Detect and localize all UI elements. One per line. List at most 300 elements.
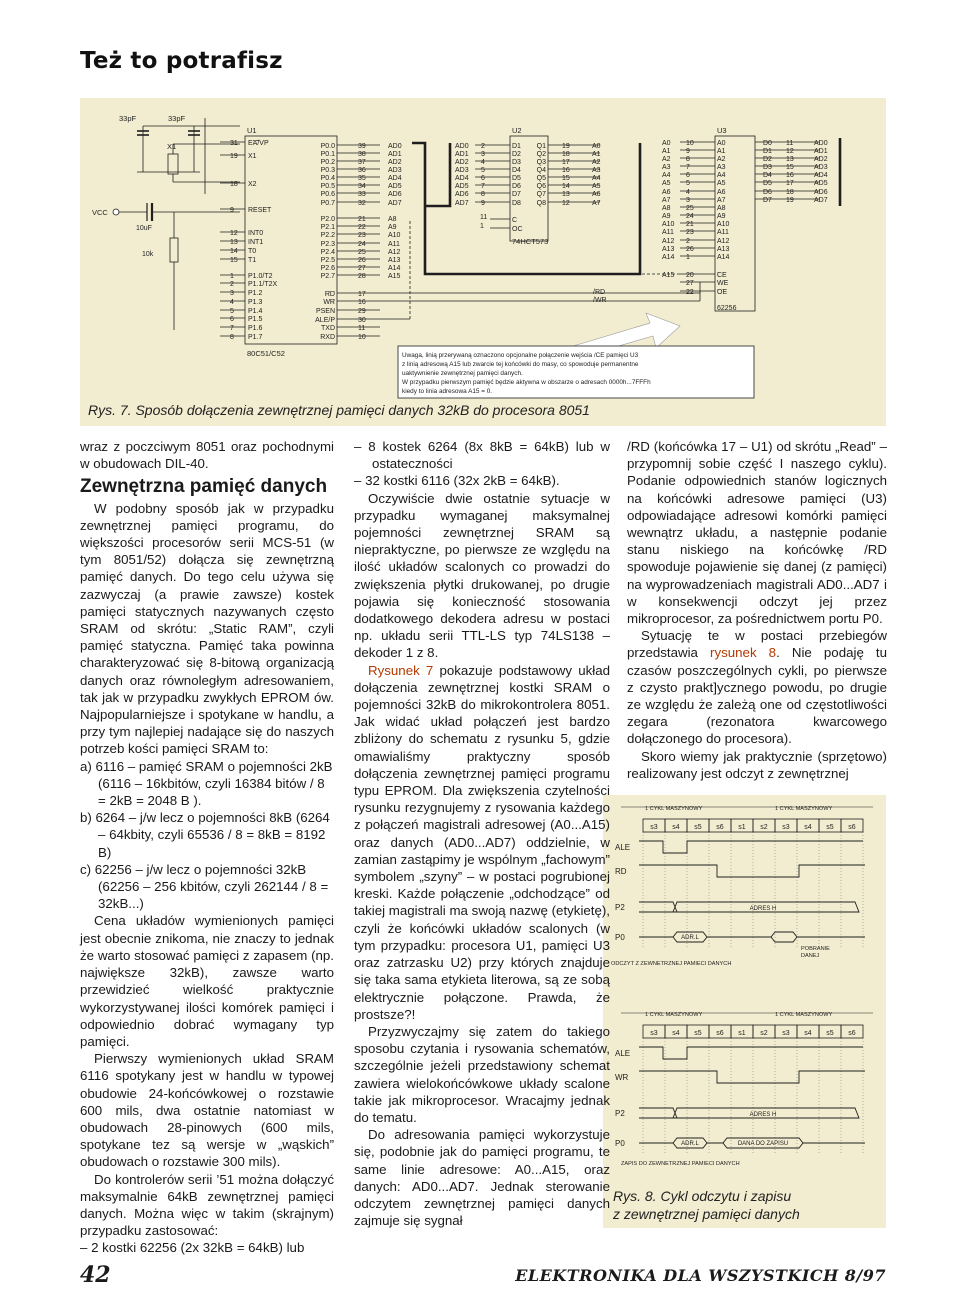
pin-name: P0.1	[320, 151, 335, 158]
bus-label: AD6	[455, 191, 469, 198]
bus-label: A13	[388, 257, 401, 264]
pin-name: D2	[763, 156, 772, 163]
state-label: s1	[738, 824, 746, 831]
note-line: kiedy to linia adresowa A15 = 0.	[402, 388, 493, 395]
signal-label: /WR	[593, 297, 607, 304]
bus-label: AD4	[388, 175, 402, 182]
chip-part: 80C51/C52	[247, 349, 285, 358]
pin-number: 14	[562, 183, 570, 190]
pin-name: D3	[512, 159, 521, 166]
rd-waveform	[639, 1071, 865, 1083]
p0-label: DANEJ	[801, 953, 820, 959]
signal-name: P2	[615, 1109, 625, 1118]
bus-label: A10	[662, 221, 675, 228]
state-label: s3	[782, 824, 790, 831]
paragraph: Pierwszy wymienionych układ SRAM 6116 spotykany jest w handlu w typowej obudowie 24-końcówkowej o rozstawie 600 mils, dwa ostatnie natomiast w obudowach 28-pinowych (600 mils, spotykane tez są wersje w „wąskich” obudowach o rozstawie 300 mils).	[80, 1051, 334, 1170]
p0-label: POBRANIE	[801, 946, 830, 952]
state-label: s5	[694, 824, 702, 831]
pin-name: P1.4	[248, 308, 263, 315]
page-number: 42	[80, 1262, 111, 1288]
diagram-caption: ZAPIS DO ZEWNETRZNEJ PAMIECI DANYCH	[621, 1161, 740, 1167]
pin-number: 16	[562, 167, 570, 174]
pin-name: A2	[717, 156, 726, 163]
pin-number: 37	[358, 159, 366, 166]
pin-name: D6	[512, 183, 521, 190]
pin-name: P2.7	[320, 273, 335, 280]
pin-number: 34	[358, 183, 366, 190]
state-label: s3	[782, 1030, 790, 1037]
pin-number: 23	[358, 232, 366, 239]
pin-number: 10	[686, 140, 694, 147]
pin-number: 32	[358, 200, 366, 207]
pin-number: 17	[786, 180, 794, 187]
pin-number: 19	[562, 143, 570, 150]
vcc-terminal	[113, 209, 119, 215]
bus-label: A5	[592, 183, 601, 190]
bus-label: A8	[662, 205, 671, 212]
pin-name: A4	[717, 172, 726, 179]
paragraph: Przyzwyczajmy się zatem do takiego sposobu czytania i rysowania schematów, szczególnie jeżeli przedstawiony schemat zawiera wielokońcówkowe układy scalone takie jak mikroprocesor. Wracajmy jednak do tematu.	[354, 1023, 610, 1125]
pin-name: D0	[763, 140, 772, 147]
state-label: s6	[716, 1030, 724, 1037]
bus-label: A13	[662, 246, 675, 253]
pin-number: 4	[230, 299, 234, 306]
pin-name: P2.5	[320, 257, 335, 264]
paragraph-text: pokazuje podstawowy układ dołączenia zewnętrznej kostki SRAM o pojemności 32kB do mikrokontrolera 8051. Jak widać układ połączeń jest bardzo zbliżony do schematu z rysunku 5, gdzie omawialiśmy praktyczny sposób dołączenia zewnętrznej pamięci programu typu EPROM. Dla zwiększenia czytelności rysunku rezygnujemy z rysowania każdego z połączeń magistrali adresowej (A0...A15) oraz danych (AD0...AD7) oddzielnie, w zamian zastąpimy je wspólnym „fachowym” symbolem „szyny” – w postaci pogrubionej kreski. Każde połączenie „odchodzące” od takiej magistrali ma swoją nazwę (etykietę), czyli że końcówki układów scalonych (w tym przypadku: procesora U1, pamięci U3 oraz zatrzasku U2) przy których znajduje się taka sama etykieta literowa, są ze sobą elektrycznie połączone. Prawda, że prostsze?!	[354, 662, 610, 1022]
section-heading: Zewnętrzna pamięć danych	[80, 476, 328, 498]
bus-label: A8	[388, 216, 397, 223]
bus-label: A7	[592, 200, 601, 207]
bus-label: A12	[662, 238, 675, 245]
note-line: z linią adresową A15 lub zwarcie tej końcówki do masy, co spowoduje permanentne	[402, 361, 639, 368]
bus-label: A1	[592, 151, 601, 158]
pin-name: D7	[512, 191, 521, 198]
pin-name: P1.6	[248, 325, 263, 332]
pin-name: A14	[717, 254, 730, 261]
bus-label: A7	[662, 197, 671, 204]
pin-number: 15	[230, 257, 238, 264]
list-item: a) 6116 – pamięć SRAM o pojemności 2kB (6116 – 16kbitów, czyli 16384 bitów / 8 = 2kB = 2048 B ).	[80, 758, 333, 809]
pin-number: 36	[358, 167, 366, 174]
pin-name: P2.3	[320, 241, 335, 248]
pin-number: 23	[686, 229, 694, 236]
state-label: s5	[694, 1030, 702, 1037]
pin-name: A5	[717, 180, 726, 187]
pin-number: 35	[358, 175, 366, 182]
p2-label: ADRES H	[749, 1112, 777, 1118]
bus-label: AD3	[388, 167, 402, 174]
pin-number: 11	[358, 325, 366, 332]
bus-label: AD5	[455, 183, 469, 190]
pin-number: 29	[358, 308, 366, 315]
bus-label: A12	[388, 249, 401, 256]
pin-name: P0.7	[320, 200, 335, 207]
pin-number: 18	[230, 181, 238, 188]
pin-number: 33	[358, 191, 366, 198]
signal-label: /RD	[593, 289, 606, 296]
bus-label: AD0	[455, 143, 469, 150]
pin-number: 4	[686, 189, 690, 196]
signal-name: ALE	[615, 843, 631, 852]
list-item: – 2 kostki 62256 (2x 32kB = 64kB) lub	[80, 1240, 305, 1256]
bus-label: A4	[592, 175, 601, 182]
figure-7-caption: Rys. 7. Sposób dołączenia zewnętrznej pamięci danych 32kB do procesora 8051	[88, 402, 590, 418]
note-line: Uwaga, linią przerywaną oznaczono opcjonalne połączenie wejścia /CE pamięci U3	[402, 352, 639, 359]
pin-name: INT1	[248, 239, 264, 246]
pin-name: T0	[248, 248, 257, 255]
bus-label: A11	[662, 229, 674, 236]
pin-name: C	[512, 217, 518, 224]
timing-svg	[603, 795, 886, 1228]
pin-name: D5	[512, 175, 521, 182]
paragraph: Oczywiście dwie ostatnie sytuacje w przypadku wymaganej maksymalnej pojemności zewnętrznej SRAM są niepraktyczne, po pierwsze ze względu na ilość układów scalonych co prowadzi do zwiększenia płytki drukowanej, po drugie pojawia się konieczność stosowania dodatkowego dekodera adresu w postaci np. układu serii TTL-LS typ 74LS138 – dekoder 1 z 8.	[354, 490, 610, 661]
pin-name: Q1	[536, 143, 546, 150]
pin-number: 15	[786, 164, 794, 171]
pin-number: 26	[686, 246, 694, 253]
schematic-svg	[80, 98, 886, 426]
bus-label: AD4	[455, 175, 469, 182]
pin-number: 2	[481, 143, 485, 150]
bus-label: AD5	[814, 180, 828, 187]
pin-name: D4	[763, 172, 772, 179]
bus-label: AD0	[388, 143, 402, 150]
paragraph-text: . Nie podaję tu czasów poszczególnych cykli, po pierwsze z czysto prakt]ycznego powodu, po drugie ze względu że zależą one od częstotliwości zegara (rezonatora kwarcowego dołączonego do procesora).	[627, 645, 888, 747]
pin-name: T1	[248, 257, 257, 264]
pin-number: 21	[358, 216, 366, 223]
pin-number: 8	[481, 191, 485, 198]
state-label: s6	[848, 1030, 856, 1037]
magazine-title: ELEKTRONIKA DLA WSZYSTKICH 8/97	[515, 1266, 886, 1285]
pin-number: 19	[230, 153, 238, 160]
pin-name: P1.2	[248, 290, 263, 297]
bus-label: A9	[388, 224, 397, 231]
pin-name: A11	[717, 229, 729, 236]
bus-label: AD3	[814, 164, 828, 171]
bus-label: A3	[662, 164, 671, 171]
pin-name: A9	[717, 213, 726, 220]
pin-name: RESET	[248, 207, 272, 214]
paragraph-text: Sytuację te w postaci przebiegów przedstawia	[627, 628, 887, 661]
state-label: s4	[804, 1030, 812, 1037]
pin-number: 39	[358, 143, 366, 150]
pin-number: 13	[562, 191, 570, 198]
pin-name: A13	[717, 246, 730, 253]
pin-number: 6	[230, 316, 234, 323]
signal-name: WR	[615, 1073, 629, 1082]
pin-number: 25	[358, 249, 366, 256]
bus-label: AD3	[455, 167, 469, 174]
pin-name: Q6	[536, 183, 546, 190]
pin-number: 4	[481, 159, 485, 166]
crystal-label: X1	[167, 142, 177, 151]
pin-name: D4	[512, 167, 521, 174]
pin-name: D6	[763, 189, 772, 196]
crystal-x1	[168, 154, 178, 174]
pin-name: Q3	[536, 159, 546, 166]
pin-name: D2	[512, 151, 521, 158]
state-label: s4	[672, 824, 680, 831]
signal-name: ALE	[615, 1049, 631, 1058]
pin-number: 18	[786, 189, 794, 196]
pin-name: A8	[717, 205, 726, 212]
bus-label: A1	[662, 148, 671, 155]
p0-label: ADR.L	[681, 1141, 699, 1147]
pin-number: 6	[686, 172, 690, 179]
pin-name: P0.2	[320, 159, 335, 166]
bus-label: A5	[662, 180, 671, 187]
pin-name: RXD	[320, 334, 335, 341]
state-label: s4	[672, 1030, 680, 1037]
pin-number: 22	[686, 289, 694, 296]
pin-name: A1	[717, 148, 726, 155]
pin-number: 3	[230, 290, 234, 297]
pin-name: Q8	[536, 200, 546, 207]
cycle-label: 1 CYKL MASZYNOWY	[775, 806, 833, 812]
pin-number: 12	[786, 148, 794, 155]
pin-name: CE	[717, 272, 727, 279]
pin-number: 1	[230, 273, 234, 280]
pin-name: P1.5	[248, 316, 263, 323]
capacitor-label: 33pF	[168, 114, 186, 123]
figure-reference[interactable]: Rysunek 7	[368, 662, 434, 678]
pin-number: 38	[358, 151, 366, 158]
bus-label: AD4	[814, 172, 828, 179]
bus-label: AD1	[814, 148, 828, 155]
cycle-label: 1 CYKL MASZYNOWY	[775, 1012, 833, 1018]
pin-name: P0.6	[320, 191, 335, 198]
chip-part: 74HCT573	[512, 237, 549, 246]
pin-number: 24	[358, 241, 366, 248]
pin-number: 3	[686, 197, 690, 204]
cycle-label: 1 CYKL MASZYNOWY	[645, 806, 703, 812]
pin-name: Q4	[536, 167, 546, 174]
paragraph: wraz z poczciwym 8051 oraz pochodnymi w obudowach DIL-40.	[80, 439, 334, 472]
figure-7-schematic	[80, 98, 886, 426]
pin-number: 12	[230, 230, 238, 237]
p0-label: DANA DO ZAPISU	[737, 1141, 789, 1147]
bus-label: AD7	[455, 200, 469, 207]
paragraph: Do adresowania pamięci wykorzystuje się, podobnie jak do pamięci programu, te same linie adresowe: A0...A15, oraz danych: AD0...AD7. Jednak sterowanie odczytem zewnętrznej pamięci danych zajmuje się sygnał	[354, 1127, 610, 1229]
diagram-caption: ODCZYT Z ZEWNETRZNEJ PAMIECI DANYCH	[611, 961, 732, 967]
bus-label: A11	[388, 241, 400, 248]
pin-number: 7	[686, 164, 690, 171]
rd-waveform	[639, 865, 865, 877]
pin-name: D3	[763, 164, 772, 171]
paragraph: /RD (końcówka 17 – U1) od skrótu „Read” – przypomnij sobie część I naszego cyklu). Podanie odpowiednich stanów logicznych na końcówki adresowe pamięci (U3) odpowiadające adresowi komórki pamięci wewnątrz układu, a następnie podanie stanu niskiego na końcówkę /RD spowoduje pojawienie się danej (z pamięci) na wyprowadzeniach magistrali AD0...AD7 i w konsekwencji odczyt jej przez mikroprocesor, za pośrednictwem portu P0.	[627, 439, 887, 627]
bus-label: A2	[592, 159, 601, 166]
bus-label: AD6	[388, 191, 402, 198]
capacitor-label: 10uF	[136, 225, 152, 232]
pin-number: 31	[230, 140, 238, 147]
pin-number: 16	[786, 172, 794, 179]
pin-name: Q5	[536, 175, 546, 182]
vcc-label: VCC	[92, 208, 108, 217]
pin-number: 11	[480, 214, 488, 221]
pin-number: 27	[358, 265, 366, 272]
pin-number: 30	[358, 317, 366, 324]
pin-number: 17	[358, 291, 366, 298]
p0-label: ADR.L	[681, 935, 699, 941]
bus-label: A4	[662, 172, 671, 179]
pin-name: RD	[324, 291, 335, 298]
bus-label: A10	[388, 232, 401, 239]
pin-number: 6	[481, 175, 485, 182]
pin-name: Q7	[536, 191, 546, 198]
pin-name: OC	[512, 226, 523, 233]
figure-8-caption	[613, 1187, 800, 1223]
paragraph	[627, 627, 887, 747]
state-label: s6	[716, 824, 724, 831]
pin-name: A12	[717, 238, 730, 245]
pin-name: A7	[717, 197, 726, 204]
paragraph: Do kontrolerów serii ’51 można dołączyć maksymalnie 64kB zewnętrznej pamięci danych. Można więc w takim (skrajnym) przypadku zastosować:	[80, 1171, 334, 1239]
pin-number: 17	[562, 159, 570, 166]
signal-name: P0	[615, 933, 625, 942]
pin-name: P0.0	[320, 143, 335, 150]
pin-number: 12	[562, 200, 570, 207]
pin-number: 5	[230, 308, 234, 315]
pin-name: P2.1	[320, 224, 335, 231]
pin-name: A3	[717, 164, 726, 171]
pin-name: P1.7	[248, 334, 263, 341]
bus-label: A2	[662, 156, 671, 163]
pin-number: 14	[230, 248, 238, 255]
figure-8-timing	[603, 795, 886, 1228]
pin-name: A0	[717, 140, 726, 147]
bus-label: AD2	[814, 156, 828, 163]
pin-name: P2.0	[320, 216, 335, 223]
p2-label: ADRES H	[749, 906, 777, 912]
pin-name: OE	[717, 289, 728, 296]
pin-name: Q2	[536, 151, 546, 158]
capacitor-label: 33pF	[119, 114, 137, 123]
pin-name: ALE/P	[315, 317, 335, 324]
paragraph: W podobny sposób jak w przypadku zewnętrznej pamięci programu, do większości procesorów serii MCS-51 (w tym 8051/52) dołącza się zewnętrzną pamięć danych. Do tego celu używa się zazwyczaj (a prawie zawsze) kostek pamięci statycznych nazywanych często SRAM od skrótu: „Static RAM”, czyli pamięć statyczna. Pamięć taka powinna charakteryzować się 8-bitową organizacją danych oraz równoległym adresowaniem, tak jak w przypadku zwykłych EPROM ów. Najpopularniejsze i spotykane w handlu, a przy tym najlepiej nadające się do naszych potrzeb kości pamięci SRAM to:	[80, 500, 334, 757]
text-column-2	[354, 438, 610, 1229]
note-line: W przypadku pierwszym pamięć będzie aktywna w obszarze o adresach 0000h...7FFFh	[402, 379, 651, 386]
text-column-3	[627, 438, 887, 782]
list-item: – 8 kostek 6264 (8x 8kB = 64kB) lub w ostateczności	[354, 439, 610, 472]
signal-name: P0	[615, 1139, 625, 1148]
pin-name: X1	[248, 153, 257, 160]
pin-number: 2	[230, 281, 234, 288]
bus-label: AD2	[388, 159, 402, 166]
pin-number: 28	[358, 273, 366, 280]
pin-number: 20	[686, 272, 694, 279]
state-label: s5	[826, 824, 834, 831]
pin-name: D8	[512, 200, 521, 207]
pin-name: P2.4	[320, 249, 335, 256]
pin-number: 19	[786, 197, 794, 204]
ale-waveform	[639, 1047, 863, 1059]
bus-label: AD2	[455, 159, 469, 166]
paragraph: Cena układów wymienionych pamięci jest obecnie znikoma, nie znaczy to jednak że warto stosować pamięci z zapasem (np. największe 32kB), zawsze warto przewidzieć wielkość praktycznie wykorzystywanej ilości komórek pamięci i odpowiednio dobrać wymagany typ pamięci.	[80, 913, 334, 1049]
figure-reference[interactable]: rysunek 8	[710, 645, 777, 661]
resistor-label: 10k	[142, 251, 154, 258]
pin-name: P1.0/T2	[248, 273, 273, 280]
pin-number: 9	[481, 200, 485, 207]
pin-number: 9	[230, 207, 234, 214]
pin-number: 21	[686, 221, 694, 228]
pin-name: WR	[323, 299, 335, 306]
pin-name: INT0	[248, 230, 264, 237]
pin-name: D1	[763, 148, 772, 155]
pin-number: 11	[786, 140, 794, 147]
pin-name: TXD	[321, 325, 335, 332]
address-bus	[412, 143, 640, 274]
bus-label: A0	[662, 140, 671, 147]
pin-number: 7	[481, 183, 485, 190]
figure-8-caption-line2: z zewnętrznej pamięci danych	[613, 1206, 800, 1222]
pin-number: 27	[686, 280, 694, 287]
bus-label: AD6	[814, 189, 828, 196]
pin-number: 1	[686, 254, 690, 261]
pin-number: 8	[230, 334, 234, 341]
pin-number: 10	[358, 334, 366, 341]
pin-name: P0.3	[320, 167, 335, 174]
pin-number: 22	[358, 224, 366, 231]
pin-name: P2.2	[320, 232, 335, 239]
pin-number: 5	[686, 180, 690, 187]
pin-name: A6	[717, 189, 726, 196]
pin-name: P1.3	[248, 299, 263, 306]
ale-waveform	[639, 841, 863, 853]
state-label: s5	[826, 1030, 834, 1037]
p0-data-waveform	[707, 932, 865, 942]
pin-name: D7	[763, 197, 772, 204]
bus-label: AD1	[388, 151, 402, 158]
bus-label: A9	[662, 213, 671, 220]
pin-number: 18	[562, 151, 570, 158]
pin-name: D5	[763, 180, 772, 187]
pin-number: 16	[358, 299, 366, 306]
state-label: s2	[760, 1030, 768, 1037]
bus-label: A6	[592, 191, 601, 198]
bus-label: AD5	[388, 183, 402, 190]
pin-number: 9	[686, 148, 690, 155]
state-label: s3	[650, 824, 658, 831]
pin-number: 26	[358, 257, 366, 264]
bus-label: A14	[388, 265, 401, 272]
pin-name: P2.6	[320, 265, 335, 272]
bus-label: A15	[388, 273, 401, 280]
bus-label: A14	[662, 254, 675, 261]
chip-name: U1	[247, 126, 257, 135]
bus-label: AD7	[814, 197, 828, 204]
pin-number: 5	[481, 167, 485, 174]
state-label: s3	[650, 1030, 658, 1037]
bus-label: AD1	[455, 151, 469, 158]
state-label: s6	[848, 824, 856, 831]
bus-label: A0	[592, 143, 601, 150]
pin-name: PSEN	[315, 308, 335, 315]
signal-name: RD	[615, 867, 627, 876]
pin-number: 7	[230, 325, 234, 332]
pin-name: D1	[512, 143, 521, 150]
bus-label: A3	[592, 167, 601, 174]
paragraph	[354, 662, 610, 1023]
pin-name: X2	[248, 181, 257, 188]
pin-name: WE	[717, 280, 729, 287]
list-item: b) 6264 – j/w lecz o pojemności 8kB (6264 – 64kbity, czyli 65536 / 8 = 8kB = 8192 B)	[80, 810, 330, 860]
pin-name: P0.4	[320, 175, 335, 182]
paragraph: Skoro wiemy jak praktycznie (sprzętowo) realizowany jest odczyt z zewnętrznej	[627, 748, 887, 781]
pin-number: 15	[562, 175, 570, 182]
pin-number: 2	[686, 238, 690, 245]
state-label: s4	[804, 824, 812, 831]
resistor-10k	[170, 238, 178, 262]
bus-label: A6	[662, 189, 671, 196]
